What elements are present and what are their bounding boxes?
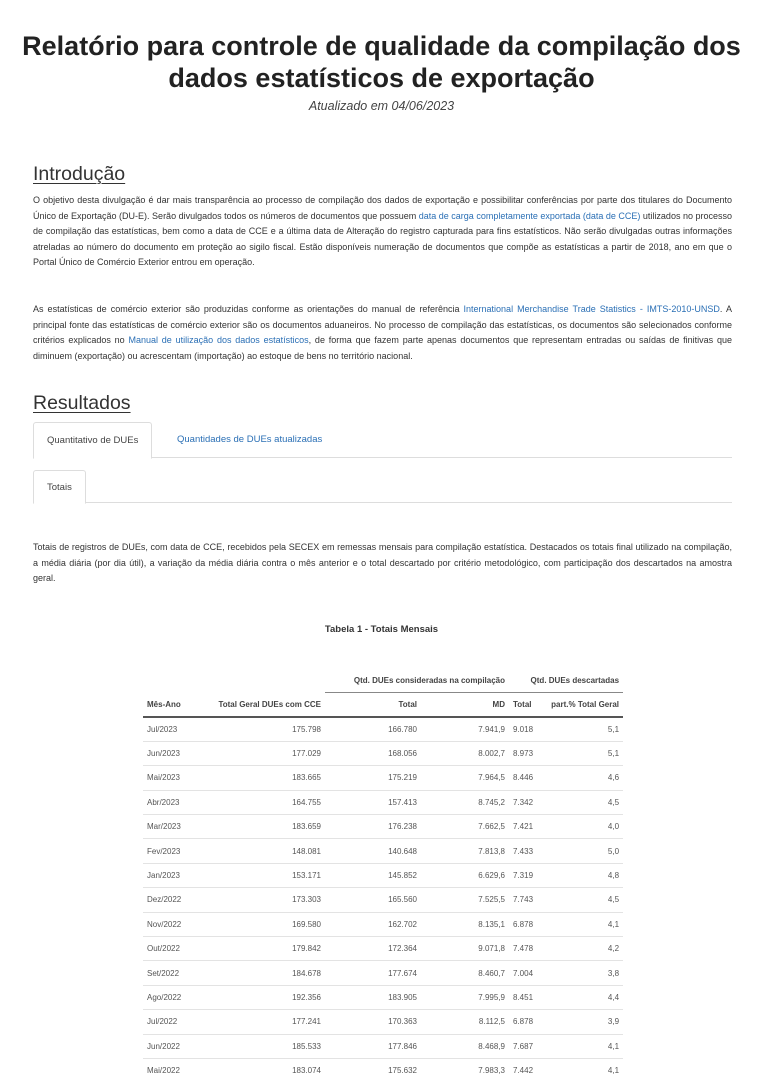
cell-total-discarded: 7.687 — [509, 1034, 537, 1058]
imts-manual-link[interactable]: International Merchandise Trade Statistics - IMTS-2010-UNSD — [463, 304, 720, 314]
cell-total-cce: 183.074 — [197, 1058, 325, 1080]
results-description: Totais de registros de DUEs, com data de CCE, recebidos pela SECEX em remessas mensais para compilação estatística. Destacados os totais final utilizado na compilação, a média diária (por dia útil), a variação da média diária contra o mês anterior e o total descartado por critério metodológico, com participação dos descartados na amostra geral. — [33, 542, 732, 583]
cell-total-discarded: 7.442 — [509, 1058, 537, 1080]
cell-total-discarded: 6.878 — [509, 912, 537, 936]
table-row — [143, 1034, 623, 1058]
table-caption: Tabela 1 - Totais Mensais — [324, 624, 439, 635]
cell-daily-mean: 8.112,5 — [421, 1010, 509, 1034]
results-tabs — [33, 422, 732, 458]
cell-daily-mean: 8.135,1 — [421, 912, 509, 936]
report-title: Relatório para controle de qualidade da compilação dos dados estatísticos de exportação — [22, 31, 741, 93]
cell-total-discarded: 7.319 — [509, 863, 537, 887]
cell-total-considered: 140.648 — [325, 839, 421, 863]
column-header: Total — [325, 692, 421, 717]
tab-quantidades-atualizadas[interactable]: Quantidades de DUEs atualizadas — [177, 434, 323, 445]
cell-total-cce: 177.029 — [197, 741, 325, 765]
intro-p2-text-b: . A principal fonte das estatísticas de comércio exterior são os documentos aduaneiros. No processo de compilação das estatísticas, os documentos são selecionados conforme critérios explicados no — [33, 304, 732, 345]
intro-p1-text-b: utilizados no processo de compilação das estatísticas, bem como a data de CCE e a última data de Alteração do registro capturada para fins estatísticos. Não serão divulgadas outras informações atreladas ao número do documento em proteção ao sigilo fiscal. Estão disponíveis numeração de documentos que compõe as estatísticas a partir de 2018, ano em que o Portal Único de Comércio Exterior entrou em operação. — [33, 210, 732, 267]
usage-manual-link[interactable]: Manual de utilização dos dados estatísticos — [128, 335, 309, 345]
table-row — [143, 741, 623, 765]
table-row — [143, 912, 623, 936]
table-row — [143, 717, 623, 741]
cell-month: Out/2022 — [143, 937, 197, 961]
cell-total-considered: 162.702 — [325, 912, 421, 936]
intro-p2-text-c: , de forma que fazem parte apenas documentos que representam entradas ou saídas de finitivas que diminuem (exportação) ou acrescentam (importação) ao estoque de bens no território nacional. — [33, 335, 732, 361]
intro-heading: Introdução — [33, 163, 126, 185]
cell-total-considered: 165.560 — [325, 888, 421, 912]
cell-month: Abr/2023 — [143, 790, 197, 814]
cell-month: Fev/2023 — [143, 839, 197, 863]
cell-daily-mean: 7.964,5 — [421, 766, 509, 790]
cell-month: Jul/2023 — [143, 717, 197, 741]
cell-total-cce: 169.580 — [197, 912, 325, 936]
cell-total-considered: 168.056 — [325, 741, 421, 765]
cell-daily-mean: 7.941,9 — [421, 717, 509, 741]
cell-total-considered: 177.674 — [325, 961, 421, 985]
cell-month: Mai/2023 — [143, 766, 197, 790]
intro-paragraph-2 — [33, 302, 732, 364]
cell-total-cce: 148.081 — [197, 839, 325, 863]
cell-total-discarded: 7.743 — [509, 888, 537, 912]
table-row — [143, 888, 623, 912]
results-subtabs — [33, 470, 732, 503]
cell-discard-share: 5,1 — [537, 741, 623, 765]
cell-daily-mean: 8.468,9 — [421, 1034, 509, 1058]
cell-daily-mean: 7.983,3 — [421, 1058, 509, 1080]
cell-discard-share: 4,4 — [537, 985, 623, 1009]
cell-total-considered: 183.905 — [325, 985, 421, 1009]
table-row — [143, 790, 623, 814]
cell-total-considered: 157.413 — [325, 790, 421, 814]
column-header: part.% Total Geral — [537, 692, 623, 717]
group-header-discarded: Qtd. DUEs descartadas — [509, 670, 623, 692]
cell-daily-mean: 8.460,7 — [421, 961, 509, 985]
table-row — [143, 1058, 623, 1080]
cell-total-discarded: 7.004 — [509, 961, 537, 985]
column-header: Total — [509, 692, 537, 717]
intro-p2-text-a: As estatísticas de comércio exterior são produzidas conforme as orientações do manual de referência — [33, 304, 464, 314]
cell-daily-mean: 7.662,5 — [421, 815, 509, 839]
cell-daily-mean: 7.995,9 — [421, 985, 509, 1009]
intro-paragraph-1 — [33, 193, 732, 271]
cell-total-cce: 179.842 — [197, 937, 325, 961]
cell-month: Jul/2022 — [143, 1010, 197, 1034]
table-row — [143, 863, 623, 887]
cell-total-cce: 183.659 — [197, 815, 325, 839]
cell-discard-share: 5,1 — [537, 717, 623, 741]
cell-daily-mean: 9.071,8 — [421, 937, 509, 961]
cell-total-cce: 164.755 — [197, 790, 325, 814]
cell-discard-share: 4,5 — [537, 790, 623, 814]
cell-total-discarded: 8.446 — [509, 766, 537, 790]
cell-discard-share: 4,2 — [537, 937, 623, 961]
cell-discard-share: 3,9 — [537, 1010, 623, 1034]
cell-total-considered: 170.363 — [325, 1010, 421, 1034]
cell-total-cce: 185.533 — [197, 1034, 325, 1058]
cell-total-cce: 183.665 — [197, 766, 325, 790]
cell-discard-share: 4,1 — [537, 912, 623, 936]
table-row — [143, 937, 623, 961]
cell-daily-mean: 8.002,7 — [421, 741, 509, 765]
cell-total-discarded: 7.478 — [509, 937, 537, 961]
cell-total-considered: 166.780 — [325, 717, 421, 741]
cell-month: Mai/2022 — [143, 1058, 197, 1080]
table-header-row — [143, 692, 623, 717]
subtab-totais[interactable]: Totais — [33, 470, 86, 504]
cell-total-considered: 176.238 — [325, 815, 421, 839]
table-row — [143, 1010, 623, 1034]
cell-total-considered: 145.852 — [325, 863, 421, 887]
cell-month: Jan/2023 — [143, 863, 197, 887]
cell-total-cce: 177.241 — [197, 1010, 325, 1034]
cell-month: Ago/2022 — [143, 985, 197, 1009]
table-row — [143, 985, 623, 1009]
cell-total-discarded: 9.018 — [509, 717, 537, 741]
group-header-spacer — [197, 670, 325, 692]
group-header-considered: Qtd. DUEs consideradas na compilação — [325, 670, 509, 692]
cell-total-cce: 192.356 — [197, 985, 325, 1009]
cell-month: Jun/2023 — [143, 741, 197, 765]
cell-total-considered: 172.364 — [325, 937, 421, 961]
column-header: Total Geral DUEs com CCE — [197, 692, 325, 717]
cell-total-considered: 177.846 — [325, 1034, 421, 1058]
cell-total-cce: 153.171 — [197, 863, 325, 887]
cell-discard-share: 4,8 — [537, 863, 623, 887]
table-row — [143, 839, 623, 863]
cell-daily-mean: 7.525,5 — [421, 888, 509, 912]
cell-total-discarded: 8.451 — [509, 985, 537, 1009]
cell-discard-share: 4,0 — [537, 815, 623, 839]
cell-discard-share: 4,5 — [537, 888, 623, 912]
table-row — [143, 961, 623, 985]
cell-total-cce: 173.303 — [197, 888, 325, 912]
cell-discard-share: 4,1 — [537, 1034, 623, 1058]
cell-total-discarded: 6.878 — [509, 1010, 537, 1034]
cell-total-cce: 184.678 — [197, 961, 325, 985]
cell-discard-share: 4,6 — [537, 766, 623, 790]
cce-date-link[interactable]: data de carga completamente exportada (data de CCE) — [418, 210, 641, 221]
table-row — [143, 815, 623, 839]
group-header-spacer — [143, 670, 197, 692]
cell-discard-share: 5,0 — [537, 839, 623, 863]
cell-discard-share: 3,8 — [537, 961, 623, 985]
cell-total-discarded: 8.973 — [509, 741, 537, 765]
intro-p1-text-a: O objetivo desta divulgação é dar mais transparência ao processo de compilação dos dados de exportação e possibilitar conferências por parte dos titulares do Documento Único de Exportação (DU-E). Serão divulgados todos os números de documentos que possuem — [33, 195, 732, 221]
table-group-header-row — [143, 670, 623, 692]
cell-total-considered: 175.219 — [325, 766, 421, 790]
cell-month: Jun/2022 — [143, 1034, 197, 1058]
cell-total-discarded: 7.421 — [509, 815, 537, 839]
cell-total-discarded: 7.342 — [509, 790, 537, 814]
cell-total-cce: 175.798 — [197, 717, 325, 741]
table-row — [143, 766, 623, 790]
column-header: Mês-Ano — [143, 692, 197, 717]
cell-month: Nov/2022 — [143, 912, 197, 936]
cell-daily-mean: 8.745,2 — [421, 790, 509, 814]
tab-quantitativo-dues[interactable]: Quantitativo de DUEs — [33, 422, 152, 459]
cell-discard-share: 4,1 — [537, 1058, 623, 1080]
results-heading: Resultados — [33, 392, 131, 414]
cell-total-considered: 175.632 — [325, 1058, 421, 1080]
column-header: MD — [421, 692, 509, 717]
cell-daily-mean: 7.813,8 — [421, 839, 509, 863]
updated-date: Atualizado em 04/06/2023 — [308, 99, 455, 113]
cell-total-discarded: 7.433 — [509, 839, 537, 863]
monthly-totals-table — [143, 670, 623, 1080]
cell-month: Mar/2023 — [143, 815, 197, 839]
cell-daily-mean: 6.629,6 — [421, 863, 509, 887]
cell-month: Set/2022 — [143, 961, 197, 985]
cell-month: Dez/2022 — [143, 888, 197, 912]
